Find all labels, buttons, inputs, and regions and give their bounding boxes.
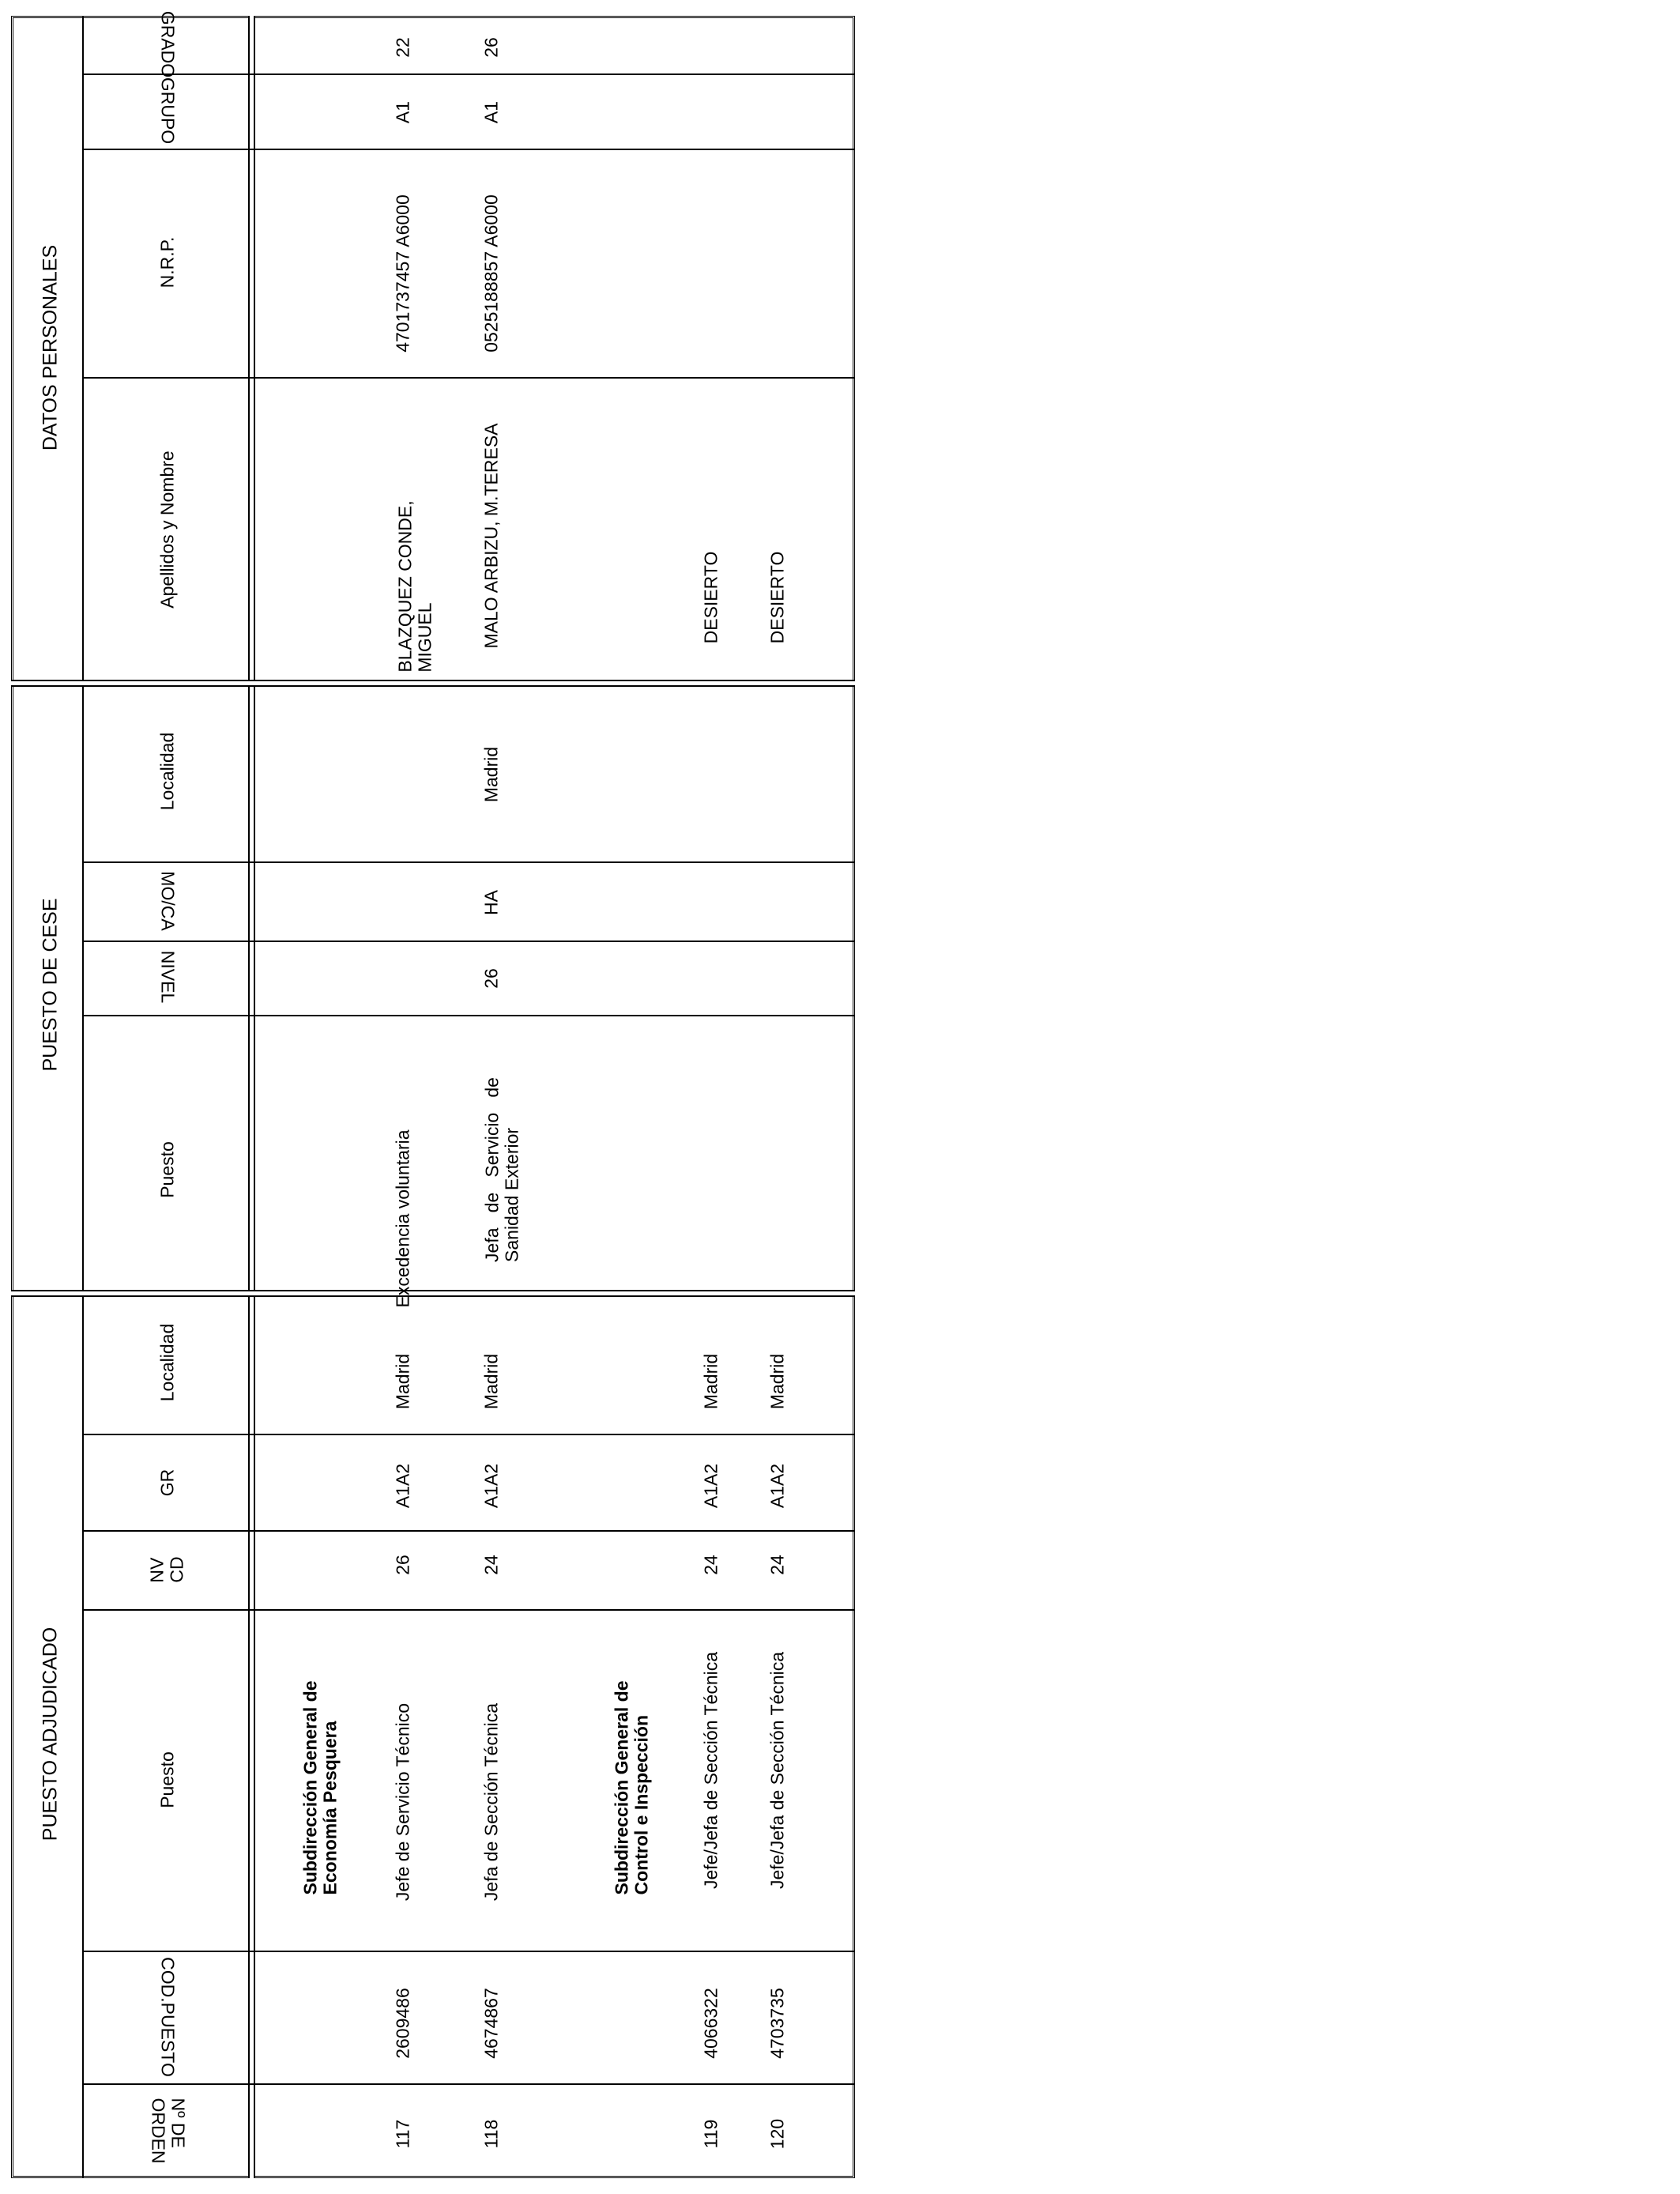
cell-nombre: DESIERTO <box>767 551 788 644</box>
cell-localidad: Madrid <box>767 1353 788 1410</box>
header-grado: GRADO <box>157 10 179 78</box>
divider <box>82 2083 855 2085</box>
cell-grado: 22 <box>392 37 413 58</box>
header-apellidos: Apellidos y Nombre <box>156 450 178 609</box>
divider <box>82 16 84 2178</box>
cell-nombre: DESIERTO <box>700 551 721 644</box>
section-puesto-cese: PUESTO DE CESE <box>39 898 62 1072</box>
cell-cod: 2609486 <box>392 1988 413 2059</box>
header-nivel: NIVEL <box>157 950 179 1004</box>
section-puesto-adjudicado: PUESTO ADJUDICADO <box>39 1627 62 1842</box>
cell-gr: A1A2 <box>767 1463 788 1509</box>
cell-puesto: Jefa de Sección Técnica <box>480 1702 502 1902</box>
header-moca: MO/CA <box>157 871 179 931</box>
group-title: Subdirección General de Control e Inspección <box>611 1680 652 1895</box>
cell-orden: 117 <box>392 2119 413 2149</box>
section-datos-personales: DATOS PERSONALES <box>39 244 62 451</box>
cell-grupo: A1 <box>392 100 413 124</box>
header-cod-puesto: COD.PUESTO <box>157 1957 179 2077</box>
divider <box>248 16 255 2178</box>
cell-cese-localidad: Madrid <box>480 746 502 803</box>
header-orden: Nº DE ORDEN <box>148 2098 189 2164</box>
header-cese-puesto: Puesto <box>156 1141 178 1198</box>
cell-cod: 4066322 <box>700 1988 721 2059</box>
cell-grupo: A1 <box>480 100 502 124</box>
cell-gr: A1A2 <box>392 1463 413 1509</box>
cell-orden: 120 <box>767 2118 788 2150</box>
header-nrp: N.R.P. <box>156 236 178 288</box>
cell-nombre: BLAZQUEZ CONDE, MIGUEL <box>394 500 435 673</box>
cell-localidad: Madrid <box>700 1353 721 1410</box>
divider <box>82 861 855 863</box>
header-grupo: GRUPO <box>157 77 179 145</box>
cell-nivel: 26 <box>480 968 502 989</box>
header-gr: GR <box>156 1468 178 1497</box>
divider <box>11 1290 855 1297</box>
cell-cese-puesto: Jefa de Servicio de Sanidad Exterior <box>481 1077 522 1262</box>
divider <box>11 680 855 687</box>
cell-puesto: Jefe/Jefa de Sección Técnica <box>767 1651 788 1890</box>
table-border <box>11 16 855 2178</box>
cell-gr: A1A2 <box>700 1463 721 1509</box>
cell-nombre: MALO ARBIZU, M.TERESA <box>480 423 502 649</box>
divider <box>82 1609 855 1611</box>
cell-orden: 118 <box>480 2119 502 2149</box>
cell-localidad: Madrid <box>392 1353 413 1410</box>
cell-cod: 4674867 <box>480 1988 502 2059</box>
cell-cese-puesto: Excedencia voluntaria <box>392 1129 413 1308</box>
cell-nrp: 4701737457 A6000 <box>392 194 413 352</box>
cell-localidad: Madrid <box>480 1353 502 1410</box>
cell-puesto: Jefe de Servicio Técnico <box>392 1702 413 1902</box>
cell-nv: 24 <box>480 1555 502 1575</box>
cell-nv: 26 <box>392 1555 413 1575</box>
cell-grado: 26 <box>480 37 502 58</box>
header-puesto: Puesto <box>156 1751 178 1808</box>
cell-nv: 24 <box>700 1555 721 1575</box>
header-localidad: Localidad <box>156 1323 178 1402</box>
group-title: Subdirección General de Economía Pesquera <box>299 1680 341 1895</box>
divider <box>82 74 855 75</box>
cell-puesto: Jefe/Jefa de Sección Técnica <box>700 1651 721 1890</box>
divider <box>82 149 855 150</box>
divider <box>82 941 855 942</box>
divider <box>82 1951 855 1952</box>
divider <box>82 1434 855 1435</box>
divider <box>82 377 855 379</box>
cell-nrp: 0525188857 A6000 <box>480 194 502 352</box>
cell-gr: A1A2 <box>480 1463 502 1509</box>
rotated-table <box>11 10 855 2178</box>
divider <box>82 1015 855 1016</box>
header-nv-cd: NV CD <box>146 1556 187 1583</box>
cell-orden: 119 <box>700 2119 721 2149</box>
cell-cod: 4703735 <box>767 1988 788 2059</box>
cell-moca: HA <box>480 890 502 915</box>
cell-nv: 24 <box>767 1555 788 1575</box>
header-cese-localidad: Localidad <box>156 732 178 811</box>
divider <box>82 1530 855 1532</box>
